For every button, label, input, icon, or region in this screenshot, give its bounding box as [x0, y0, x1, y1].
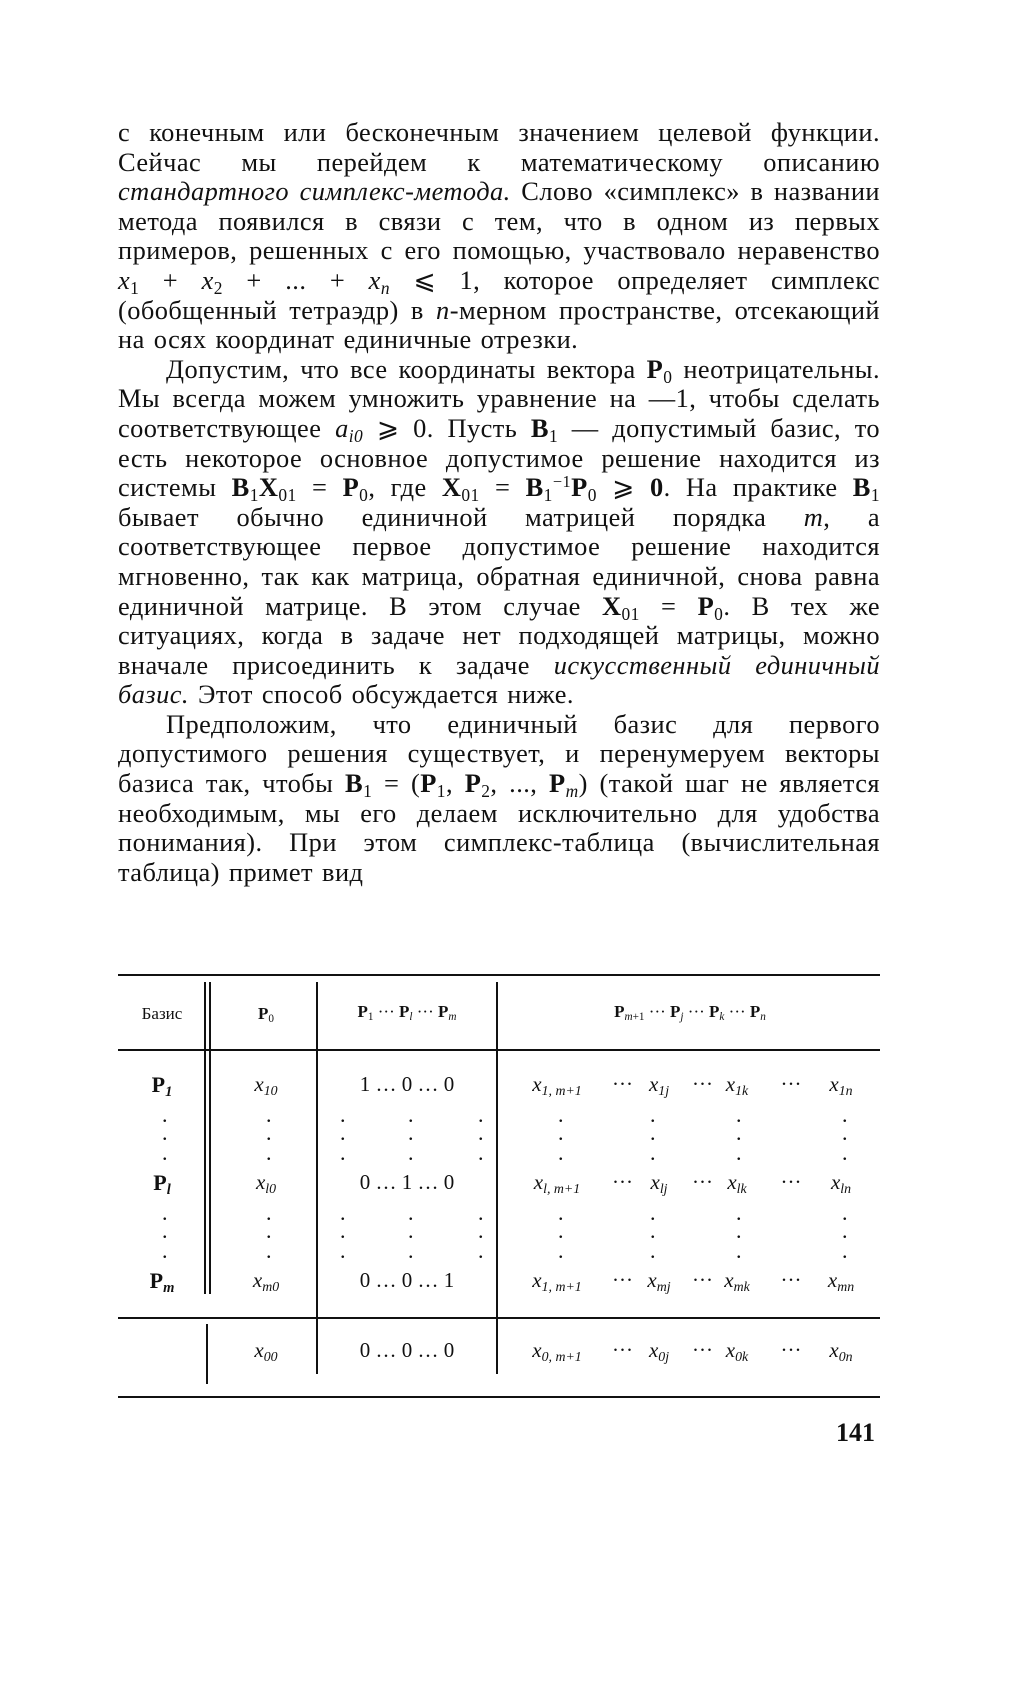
- header-basis: Базис: [141, 1004, 183, 1023]
- objective-unit-values: 0 … 0 … 0: [359, 1338, 455, 1362]
- table-header-rule: [118, 1049, 880, 1051]
- text-segment: 1: [548, 425, 559, 446]
- text-segment: + ... +: [222, 264, 369, 295]
- row-other-value: $x_{lk}$: [727, 1170, 747, 1196]
- vertical-dot: .: [266, 1102, 272, 1127]
- vertical-dot: .: [478, 1140, 484, 1165]
- text-segment: 01: [278, 485, 297, 505]
- row-ellipsis: ···: [780, 1268, 802, 1292]
- row-ellipsis: ···: [780, 1072, 802, 1096]
- objective-ellipsis: ···: [692, 1338, 713, 1362]
- text-segment: P: [697, 590, 715, 621]
- vertical-dot: .: [266, 1140, 272, 1165]
- vertical-dot: .: [650, 1102, 656, 1127]
- text-segment: P: [342, 472, 360, 503]
- row-ellipsis: ···: [780, 1170, 802, 1194]
- vertical-dot: .: [408, 1102, 414, 1127]
- objective-other-value: $x_{0, m+1}$: [532, 1338, 582, 1364]
- text-segment: B: [530, 412, 549, 443]
- vertical-dot: .: [340, 1102, 346, 1127]
- text-segment: X: [601, 590, 622, 621]
- vertical-dot: .: [736, 1120, 742, 1145]
- text-segment: Допустим, что все координаты вектора: [166, 353, 647, 384]
- vertical-dot: .: [408, 1140, 414, 1165]
- text-segment: бывает обычно единичной матрицей порядка: [118, 501, 804, 532]
- row-x0: $x_{10}$: [254, 1072, 278, 1098]
- text-segment: стандартного симплекс-метода.: [118, 176, 511, 207]
- text-segment: = (: [372, 768, 421, 799]
- row-x0: $x_{m0}$: [252, 1268, 280, 1294]
- table-bottom-rule: [118, 1396, 880, 1398]
- text-segment: 1: [436, 780, 446, 801]
- text-segment: P: [464, 768, 482, 799]
- text-segment: +: [139, 264, 202, 295]
- text-segment: 1: [870, 485, 880, 505]
- row-other-value: $x_{mj}$: [647, 1268, 671, 1294]
- vertical-dot: .: [650, 1200, 656, 1225]
- row-other-value: $x_{mk}$: [724, 1268, 750, 1294]
- vertical-dot: .: [162, 1140, 168, 1165]
- text-segment: 0: [649, 472, 664, 503]
- vertical-dot: .: [340, 1218, 346, 1243]
- vertical-dot: .: [408, 1218, 414, 1243]
- text-segment: B: [525, 472, 544, 503]
- text-segment: x: [118, 264, 131, 295]
- text-segment: 0: [714, 603, 724, 624]
- vertical-dot: .: [478, 1120, 484, 1145]
- vertical-dot: .: [736, 1102, 742, 1127]
- text-segment: X: [441, 472, 462, 503]
- text-segment: P: [549, 768, 566, 799]
- vertical-dot: .: [842, 1200, 848, 1225]
- text-segment: искусственный единичный базис.: [118, 649, 880, 710]
- objective-x0: $x_{00}$: [254, 1338, 278, 1364]
- row-unit-values: 0 … 1 … 0: [359, 1170, 455, 1194]
- row-ellipsis: ···: [692, 1072, 713, 1096]
- text-segment: 1: [363, 780, 373, 801]
- text-segment: =: [296, 472, 343, 503]
- text-segment: , ...,: [490, 768, 550, 799]
- vertical-dot: .: [842, 1218, 848, 1243]
- vertical-dot: .: [266, 1238, 272, 1263]
- vertical-dot: .: [478, 1200, 484, 1225]
- text-segment: m: [803, 501, 824, 532]
- text-segment: n: [380, 277, 390, 298]
- text-segment: 0: [663, 366, 673, 387]
- objective-other-value: $x_{0k}$: [725, 1338, 749, 1364]
- text-segment: 2: [481, 780, 491, 801]
- text-segment: ) (такой шаг не является необходимым, мы его делаем исключительно для удобства понимания). При этом симплекс-таблица (вычислительная таблица) примет вид: [118, 768, 880, 887]
- vertical-dot: .: [558, 1120, 564, 1145]
- row-x0: $x_{l0}$: [255, 1170, 277, 1196]
- vertical-dot: .: [478, 1218, 484, 1243]
- row-ellipsis: ···: [692, 1268, 713, 1292]
- vertical-dot: .: [478, 1238, 484, 1263]
- row-other-value: $x_{1n}$: [829, 1072, 853, 1098]
- simplex-table: [118, 974, 880, 1704]
- text-segment: , где: [368, 472, 442, 503]
- vertical-dot: .: [408, 1200, 414, 1225]
- row-other-value: $x_{lj}$: [650, 1170, 668, 1196]
- vertical-dot: .: [650, 1218, 656, 1243]
- row-unit-values: 1 … 0 … 0: [359, 1072, 455, 1096]
- row-ellipsis: ···: [692, 1170, 713, 1194]
- row-basis: $P_l$: [153, 1170, 171, 1199]
- text-segment: a: [335, 412, 349, 443]
- header-p0: $P_0$: [258, 1004, 274, 1026]
- row-other-value: $x_{1, m+1}$: [532, 1072, 582, 1098]
- text-segment: Слово «симплекс» в названии метода появился в связи с тем, что в одном из первых примеров, решенных с его помощью, участвовало неравенство: [118, 176, 880, 266]
- vertical-dot: .: [162, 1102, 168, 1127]
- vertical-dot: .: [736, 1218, 742, 1243]
- text-segment: 2: [213, 277, 223, 298]
- text-segment: 01: [461, 485, 480, 505]
- vertical-dot: .: [266, 1218, 272, 1243]
- vertical-dot: .: [266, 1120, 272, 1145]
- table-p0-rule: [316, 982, 318, 1374]
- vertical-dot: .: [650, 1120, 656, 1145]
- table-basis-double-rule-b: [209, 982, 211, 1294]
- row-other-value: $x_{l, m+1}$: [533, 1170, 581, 1196]
- text-segment: неотрицательны. Мы всегда можем умножить уравнение на —1, чтобы сделать соответствующее: [118, 353, 880, 443]
- text-segment: i0: [348, 425, 364, 446]
- text-segment: . На практике: [663, 472, 853, 503]
- text-segment: n: [436, 294, 450, 325]
- vertical-dot: .: [558, 1102, 564, 1127]
- text-segment: . В тех же ситуациях, когда в задаче нет подходящей матрицы, можно вначале присоединить к задаче: [118, 590, 880, 680]
- text-segment: P: [646, 353, 664, 384]
- row-other-value: $x_{1k}$: [725, 1072, 749, 1098]
- text-segment: B: [231, 472, 250, 503]
- table-unit-rule: [496, 982, 498, 1374]
- vertical-dot: .: [340, 1140, 346, 1165]
- text-segment: x: [368, 264, 381, 295]
- vertical-dot: .: [558, 1140, 564, 1165]
- row-other-value: $x_{mn}$: [827, 1268, 855, 1294]
- text-segment: — допустимый базис, то есть некоторое основное допустимое решение находится из системы: [118, 412, 880, 503]
- row-ellipsis: ···: [612, 1170, 633, 1194]
- vertical-dot: .: [408, 1120, 414, 1145]
- vertical-dot: .: [558, 1200, 564, 1225]
- vertical-dot: .: [266, 1200, 272, 1225]
- text-segment: =: [479, 472, 526, 503]
- text-segment: ⩾ 0. Пусть: [363, 412, 531, 443]
- text-segment: 1: [543, 485, 553, 505]
- row-ellipsis: ···: [612, 1268, 633, 1292]
- row-other-value: $x_{1, m+1}$: [532, 1268, 582, 1294]
- vertical-dot: .: [340, 1120, 346, 1145]
- text-segment: x: [201, 264, 214, 295]
- text-segment: P: [420, 768, 437, 799]
- vertical-dot: .: [736, 1238, 742, 1263]
- table-basis-objective-rule: [206, 1324, 208, 1384]
- text-segment: -мерном пространстве, отсекающий на осях координат единичные отрезки.: [118, 294, 881, 355]
- objective-other-value: $x_{0j}$: [648, 1338, 670, 1364]
- vertical-dot: .: [162, 1218, 168, 1243]
- text-segment: 01: [621, 603, 640, 624]
- text-segment: 1: [249, 485, 259, 505]
- table-top-rule: [118, 974, 880, 976]
- objective-ellipsis: ···: [612, 1338, 633, 1362]
- paragraph-2: [118, 355, 880, 710]
- text-segment: 0: [359, 485, 369, 505]
- text-segment: ,: [445, 768, 465, 799]
- vertical-dot: .: [842, 1120, 848, 1145]
- header-unit-columns: $P_1$ ··· $P_l$ ··· $P_m$: [357, 1002, 457, 1024]
- text-segment: m: [565, 780, 579, 801]
- row-ellipsis: ···: [612, 1072, 633, 1096]
- vertical-dot: .: [340, 1238, 346, 1263]
- vertical-dot: .: [736, 1140, 742, 1165]
- header-other-columns: $P_{m+1}$ ··· $P_j$ ··· $P_k$ ··· $P_n$: [614, 1002, 766, 1024]
- vertical-dot: .: [162, 1238, 168, 1263]
- vertical-dot: .: [162, 1120, 168, 1145]
- vertical-dot: .: [842, 1140, 848, 1165]
- objective-ellipsis: ···: [780, 1338, 802, 1362]
- paragraph-1: [118, 118, 880, 355]
- text-segment: Предположим, что единичный базис для первого допустимого решения существует, и перенумеруем векторы базиса так, чтобы: [118, 708, 880, 799]
- vertical-dot: .: [650, 1238, 656, 1263]
- text-segment: −1: [552, 472, 572, 492]
- text-segment: 0: [587, 485, 597, 505]
- vertical-dot: .: [340, 1200, 346, 1225]
- vertical-dot: .: [842, 1102, 848, 1127]
- vertical-dot: .: [558, 1238, 564, 1263]
- vertical-dot: .: [408, 1238, 414, 1263]
- text-segment: B: [345, 768, 364, 799]
- row-other-value: $x_{1j}$: [648, 1072, 670, 1098]
- page-number: 141: [836, 1418, 875, 1447]
- table-objective-rule: [118, 1317, 880, 1319]
- row-basis: $P_m$: [149, 1268, 175, 1297]
- objective-other-value: $x_{0n}$: [829, 1338, 853, 1364]
- row-other-value: $x_{ln}$: [830, 1170, 852, 1196]
- vertical-dot: .: [842, 1238, 848, 1263]
- text-segment: =: [639, 590, 698, 621]
- vertical-dot: .: [650, 1140, 656, 1165]
- text-segment: B: [852, 472, 871, 503]
- vertical-dot: .: [736, 1200, 742, 1225]
- text-segment: ⩽ 1, которое определяет симплекс (обобщенный тетраэдр) в: [118, 264, 880, 325]
- text-segment: 1: [130, 277, 140, 298]
- text-segment: , а соответствующее первое допустимое решение находится мгновенно, так как матрица, обратная единичной, снова равна единичной матрице. В этом случае: [118, 501, 880, 621]
- vertical-dot: .: [478, 1102, 484, 1127]
- table-basis-double-rule-a: [204, 982, 206, 1294]
- text-segment: с конечным или бесконечным значением целевой функции. Сейчас мы перейдем к математическому описанию: [118, 117, 880, 177]
- row-basis: $P_1$: [151, 1072, 173, 1101]
- vertical-dot: .: [162, 1200, 168, 1225]
- text-segment: ⩾: [596, 472, 650, 503]
- body-text: [118, 118, 880, 887]
- vertical-dot: .: [558, 1218, 564, 1243]
- paragraph-3: [118, 710, 880, 888]
- text-segment: P: [571, 472, 588, 503]
- text-segment: X: [258, 472, 279, 503]
- row-unit-values: 0 … 0 … 1: [359, 1268, 455, 1292]
- text-segment: Этот способ обсуждается ниже.: [188, 679, 574, 710]
